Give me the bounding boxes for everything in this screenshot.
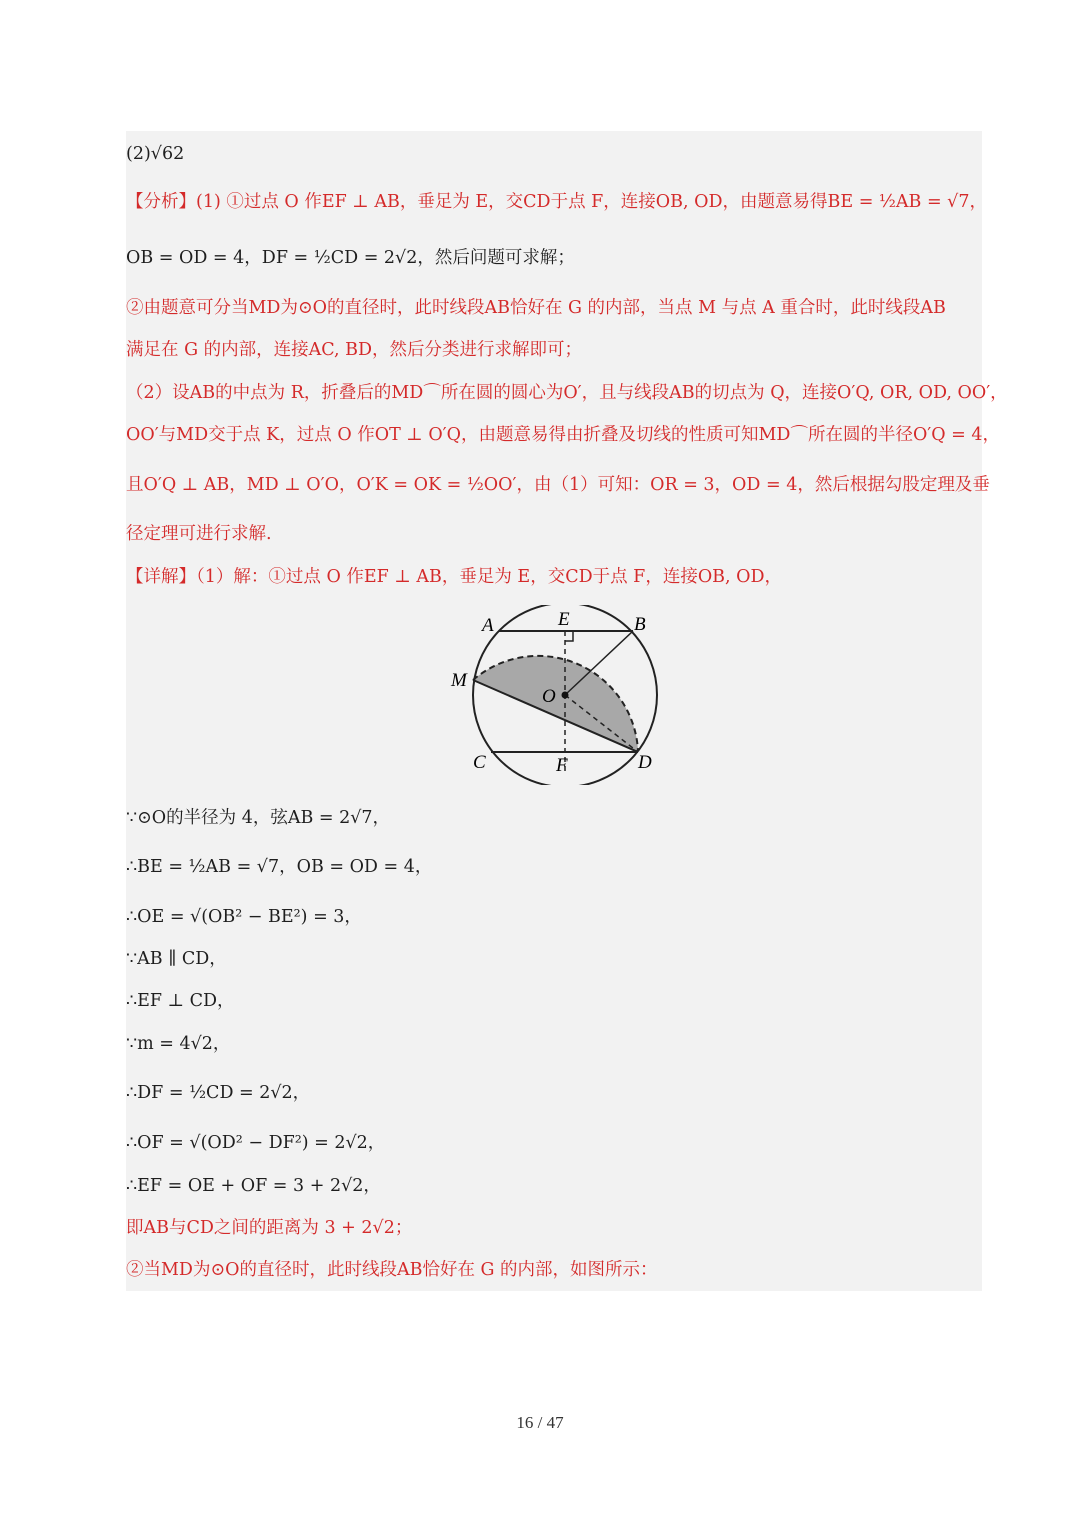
label-o: O xyxy=(542,686,556,707)
center-point xyxy=(562,692,569,699)
analysis-line-1: 【分析】(1) ①过点 O 作EF ⊥ AB，垂足为 E，交CD于点 F，连接OB, OD，由题意易得BE = ½AB = √7， xyxy=(126,192,987,212)
solution-line: 即AB与CD之间的距离为 3 + 2√2； xyxy=(126,1218,413,1238)
label-d: D xyxy=(638,752,652,773)
solution-line: ∵AB ∥ CD， xyxy=(126,949,227,969)
solution-line: ∴EF ⊥ CD， xyxy=(126,991,235,1011)
answer-line: (2)√62 xyxy=(126,144,185,164)
analysis-line-8: 径定理可进行求解. xyxy=(126,524,272,544)
solution-line: ∴BE = ½AB = √7，OB = OD = 4， xyxy=(126,857,433,877)
analysis-line-7: 且O′Q ⊥ AB，MD ⊥ O′O，O′K = OK = ½OO′，由（1）可知：OR = 3，OD = 4，然后根据勾股定理及垂 xyxy=(126,475,990,495)
solution-line: ∴OF = √(OD² − DF²) = 2√2， xyxy=(126,1133,386,1153)
right-angle-mark xyxy=(565,631,573,641)
solution-line: ∴OE = √(OB² − BE²) = 3， xyxy=(126,907,362,927)
label-b: B xyxy=(634,614,646,635)
analysis-line-5: （2）设AB的中点为 R，折叠后的MD⌒所在圆的圆心为O′，且与线段AB的切点为 Q，连接O′Q, OR, OD, OO′， xyxy=(126,383,1008,403)
geometry-figure xyxy=(446,605,666,785)
label-a: A xyxy=(482,615,494,636)
solution-line: ∴EF = OE + OF = 3 + 2√2， xyxy=(126,1176,381,1196)
label-f: F xyxy=(556,755,568,776)
label-c: C xyxy=(473,752,486,773)
label-m: M xyxy=(451,670,467,691)
solution-line: ∴DF = ½CD = 2√2， xyxy=(126,1083,311,1103)
analysis-line-6: OO′与MD交于点 K，过点 O 作OT ⊥ O′Q，由题意易得由折叠及切线的性质可知MD⌒所在圆的半径O′Q = 4， xyxy=(126,425,1001,445)
solution-line: ∵⊙O的半径为 4，弦AB = 2√7， xyxy=(126,808,391,828)
detail-intro: 【详解】（1）解：①过点 O 作EF ⊥ AB，垂足为 E，交CD于点 F，连接OB, OD， xyxy=(126,567,783,587)
analysis-line-2: OB = OD = 4，DF = ½CD = 2√2，然后问题可求解； xyxy=(126,248,575,268)
solution-line: ∵m = 4√2， xyxy=(126,1034,231,1054)
analysis-line-3: ②由题意可分当MD为⊙O的直径时，此时线段AB恰好在 G 的内部，当点 M 与点 A 重合时，此时线段AB xyxy=(126,298,946,318)
page-number: 16 / 47 xyxy=(516,1413,564,1432)
analysis-line-4: 满足在 G 的内部，连接AC, BD，然后分类进行求解即可； xyxy=(126,340,583,360)
label-e: E xyxy=(558,609,570,630)
solution-line: ②当MD为⊙O的直径时，此时线段AB恰好在 G 的内部，如图所示： xyxy=(126,1260,658,1280)
